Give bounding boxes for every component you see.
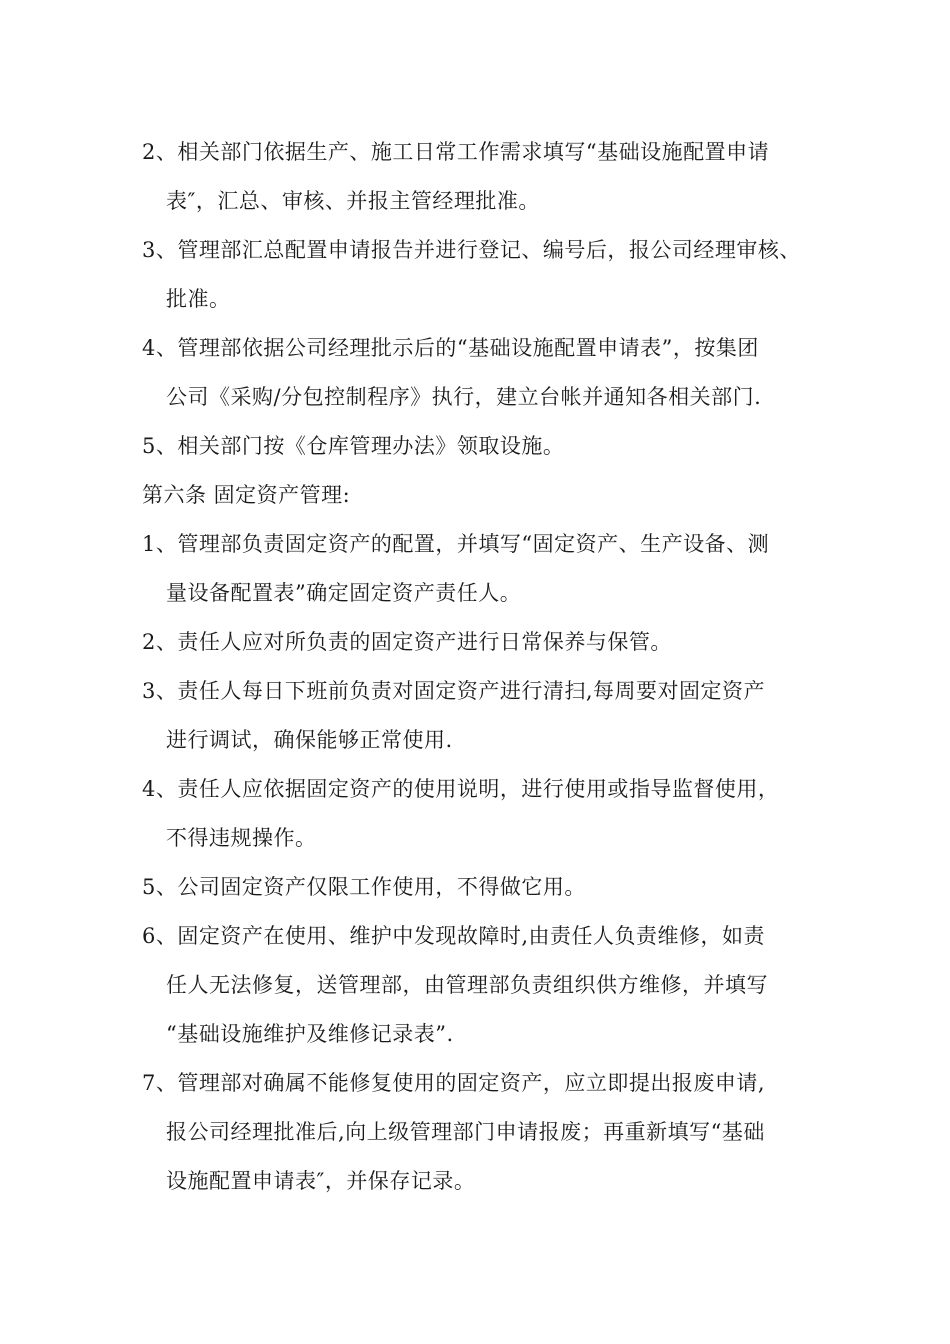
text-line: 5、相关部门按《仓库管理办法》领取设施。 — [142, 434, 565, 458]
text-line: 5、公司固定资产仅限工作使用，不得做它用。 — [142, 875, 586, 899]
text-line: 公司《采购/分包控制程序》执行，建立台帐并通知各相关部门. — [166, 385, 762, 409]
text-line: “基础设施维护及维修记录表”. — [166, 1022, 454, 1046]
text-line: 任人无法修复，送管理部，由管理部负责组织供方维修，并填写 — [166, 973, 768, 997]
text-line: 2、责任人应对所负责的固定资产进行日常保养与保管。 — [142, 630, 672, 654]
text-line: 批准。 — [166, 287, 231, 311]
text-line: 1、管理部负责固定资产的配置，并填写“固定资产、生产设备、测 — [142, 532, 770, 556]
text-line: 4、责任人应依据固定资产的使用说明，进行使用或指导监督使用， — [142, 777, 780, 801]
text-line: 7、管理部对确属不能修复使用的固定资产，应立即提出报废申请, — [142, 1071, 766, 1095]
text-line: 进行调试，确保能够正常使用. — [166, 728, 453, 752]
text-line: 设施配置申请表″，并保存记录。 — [166, 1169, 476, 1193]
text-line: 表″，汇总、审核、并报主管经理批准。 — [166, 189, 540, 213]
text-line: 2、相关部门依据生产、施工日常工作需求填写“基础设施配置申请 — [142, 140, 770, 164]
text-line: 4、管理部依据公司经理批示后的“基础设施配置申请表”，按集团 — [142, 336, 759, 360]
section-heading: 第六条 固定资产管理: — [142, 483, 351, 507]
text-line: 量设备配置表”确定固定资产责任人。 — [166, 581, 522, 605]
text-line: 3、责任人每日下班前负责对固定资产进行清扫,每周要对固定资产 — [142, 679, 766, 703]
text-line: 3、管理部汇总配置申请报告并进行登记、编号后，报公司经理审核、 — [142, 238, 801, 262]
text-line: 报公司经理批准后,向上级管理部门申请报废；再重新填写“基础 — [166, 1120, 765, 1144]
text-line: 不得违规操作。 — [166, 826, 317, 850]
text-line: 6、固定资产在使用、维护中发现故障时,由责任人负责维修，如责 — [142, 924, 766, 948]
document-body — [142, 128, 832, 1206]
